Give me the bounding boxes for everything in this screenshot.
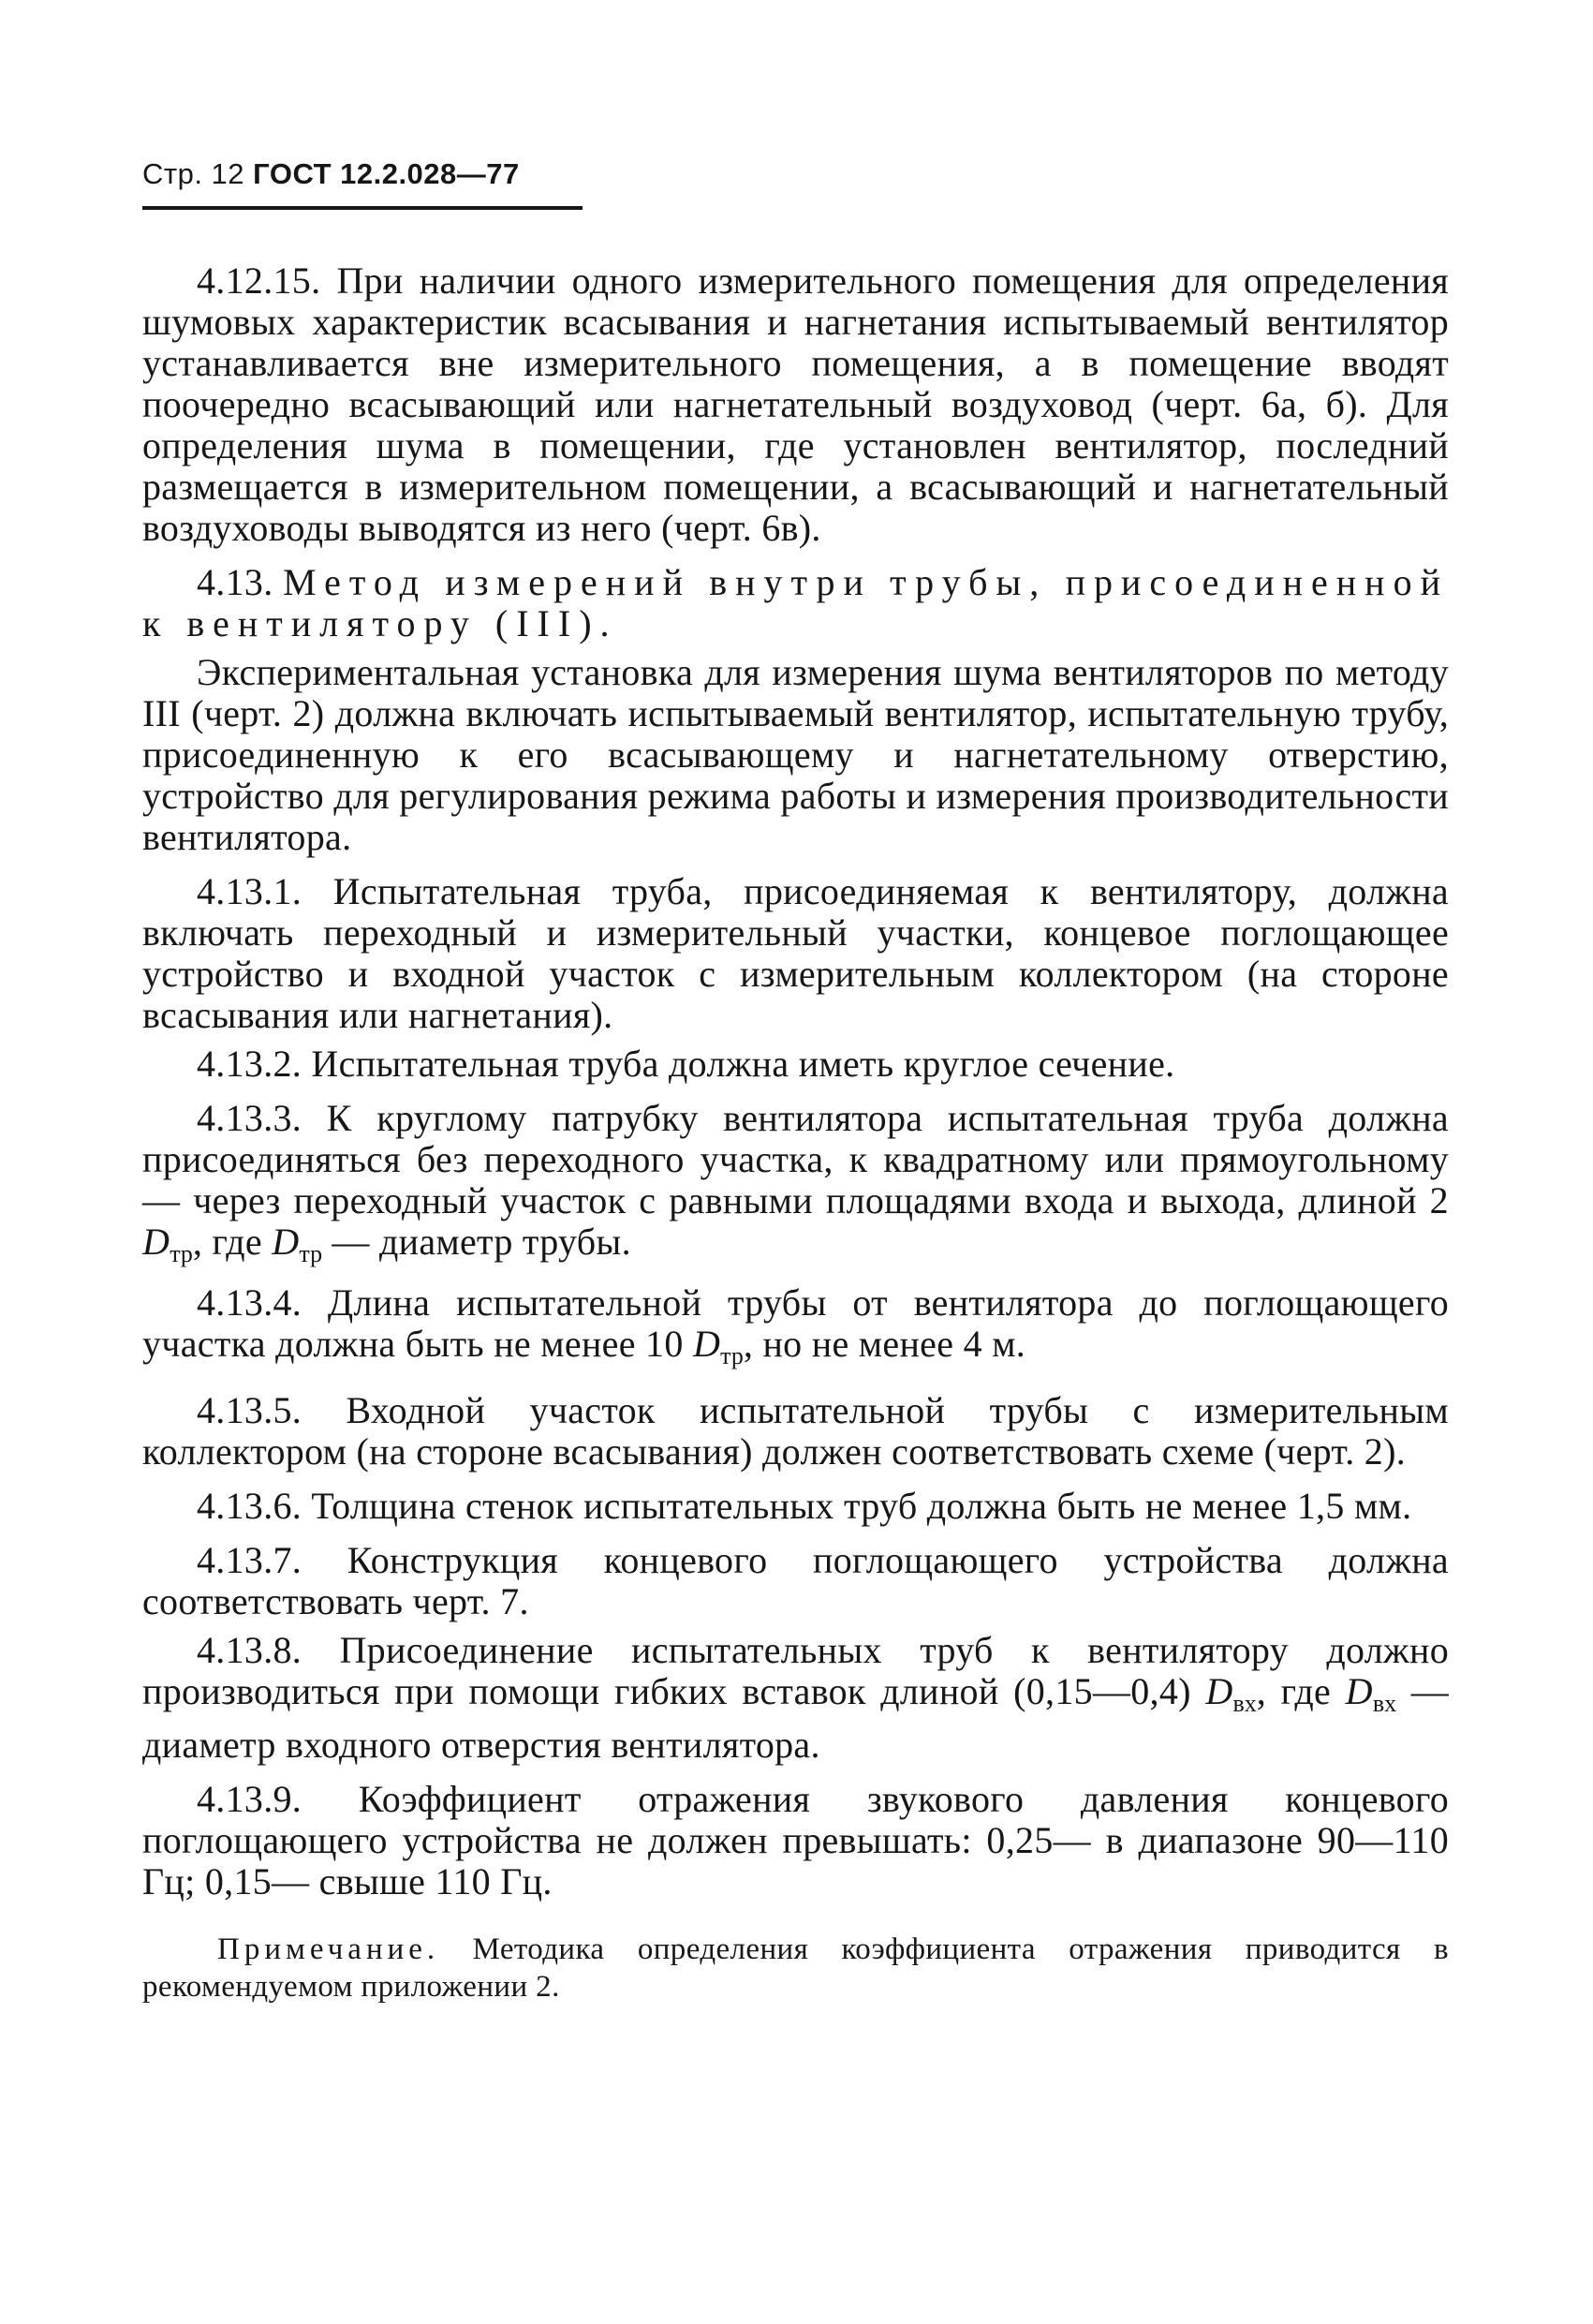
paragraph-4-13-2: 4.13.2. Испытательная труба должна иметь круглое сечение. — [197, 1043, 1175, 1085]
subscript-tr: тр — [299, 1240, 323, 1267]
paragraph-4-13-8-text-c: — диаметр входного отверстия вентилятора. — [142, 1670, 1449, 1766]
section-heading-4-13 — [142, 562, 1449, 644]
subscript-vx: вх — [1232, 1690, 1257, 1717]
note-lead: Примечание. — [217, 1932, 440, 1966]
paragraph-4-13-8 — [142, 1630, 1449, 1766]
paragraph-4-13-7: 4.13.7. Конструкция концевого поглощающего устройства должна соответствовать черт. 7. — [142, 1539, 1449, 1622]
paragraph-4-13-4-text-b: , но не менее 4 м. — [743, 1323, 1026, 1365]
page-number: Стр. 12 — [142, 157, 245, 190]
symbol-d: D — [272, 1221, 300, 1263]
section-number: 4.13. — [197, 561, 273, 603]
symbol-d: D — [692, 1323, 721, 1365]
paragraph-4-13-3-text-b: , где — [192, 1221, 273, 1263]
footnote — [142, 1931, 1449, 2006]
paragraph-4-13-9: 4.13.9. Коэффициент отражения звукового давления концевого поглощающего устройства не должен превышать: 0,25— в диапазоне 90—110 Гц; 0,15— свыше 110 Гц. — [142, 1778, 1449, 1902]
paragraph-4-13-5: 4.13.5. Входной участок испытательной трубы с измерительным коллектором (на стороне всасывания) должен соответствовать схеме (черт. 2). — [142, 1389, 1449, 1473]
page-header — [142, 157, 583, 210]
note-text: Методика определения коэффициента отражения приводится в рекомендуемом приложении 2. — [142, 1932, 1449, 2004]
paragraph-4-13-4 — [142, 1282, 1449, 1377]
paragraph-4-12-15: 4.12.15. При наличии одного измерительного помещения для определения шумовых характеристик всасывания и нагнетания испытываемый вентилятор устанавливается вне измерительного помещения, а в помещение вводят поочередно всасывающий или нагнетательный воздуховод (черт. 6а, б). Для определения шума в помещении, где установлен вентилятор, последний размещается в измерительном помещении, а всасывающий и нагнетательный воздуховоды выводятся из него (черт. 6в). — [142, 259, 1449, 549]
paragraph-4-13-3-text-a: 4.13.3. К круглому патрубку вентилятора испытательная труба должна присоединяться без переходного участка, к квадратному или прямоугольному — через переходный участок с равными площадями входа и выхода, длиной 2 — [142, 1097, 1449, 1221]
section-title: Метод измерений внутри трубы, присоединенной к вентилятору (III). — [142, 561, 1449, 644]
paragraph-4-13-8-text-b: , где — [1256, 1670, 1346, 1712]
document-body — [142, 260, 1449, 2006]
paragraph-4-13-4-text-a: 4.13.4. Длина испытательной трубы от вентилятора до поглощающего участка должна быть не менее 10 — [142, 1281, 1449, 1365]
paragraph-4-13-3 — [142, 1098, 1449, 1275]
symbol-d: D — [1205, 1670, 1233, 1712]
paragraph-4-13-intro: Экспериментальная установка для измерения шума вентиляторов по методу III (черт. 2) должна включать испытываемый вентилятор, испытательную трубу, присоединенную к его всасывающему и нагнетательному отверстию, устройство для регулирования режима работы и измерения производительности вентилятора. — [142, 651, 1449, 858]
subscript-tr: тр — [170, 1240, 193, 1267]
document-page — [142, 157, 1449, 2036]
paragraph-4-13-3-text-c: — диаметр трубы. — [322, 1221, 631, 1263]
subscript-tr: тр — [720, 1342, 744, 1369]
paragraph-4-13-6: 4.13.6. Толщина стенок испытательных труб должна быть не менее 1,5 мм. — [197, 1485, 1412, 1527]
symbol-d: D — [1345, 1670, 1373, 1712]
paragraph-4-13-1: 4.13.1. Испытательная труба, присоединяемая к вентилятору, должна включать переходный и измерительный участки, концевое поглощающее устройство и входной участок с измерительным коллектором (на стороне всасывания или нагнетания). — [142, 870, 1449, 1036]
subscript-vx: вх — [1372, 1690, 1397, 1717]
standard-code: ГОСТ 12.2.028—77 — [253, 157, 520, 190]
symbol-d: D — [142, 1221, 170, 1263]
paragraph-4-13-8-text-a: 4.13.8. Присоединение испытательных труб к вентилятору должно производиться при помощи гибких вставок длиной (0,15—0,4) — [142, 1629, 1449, 1712]
